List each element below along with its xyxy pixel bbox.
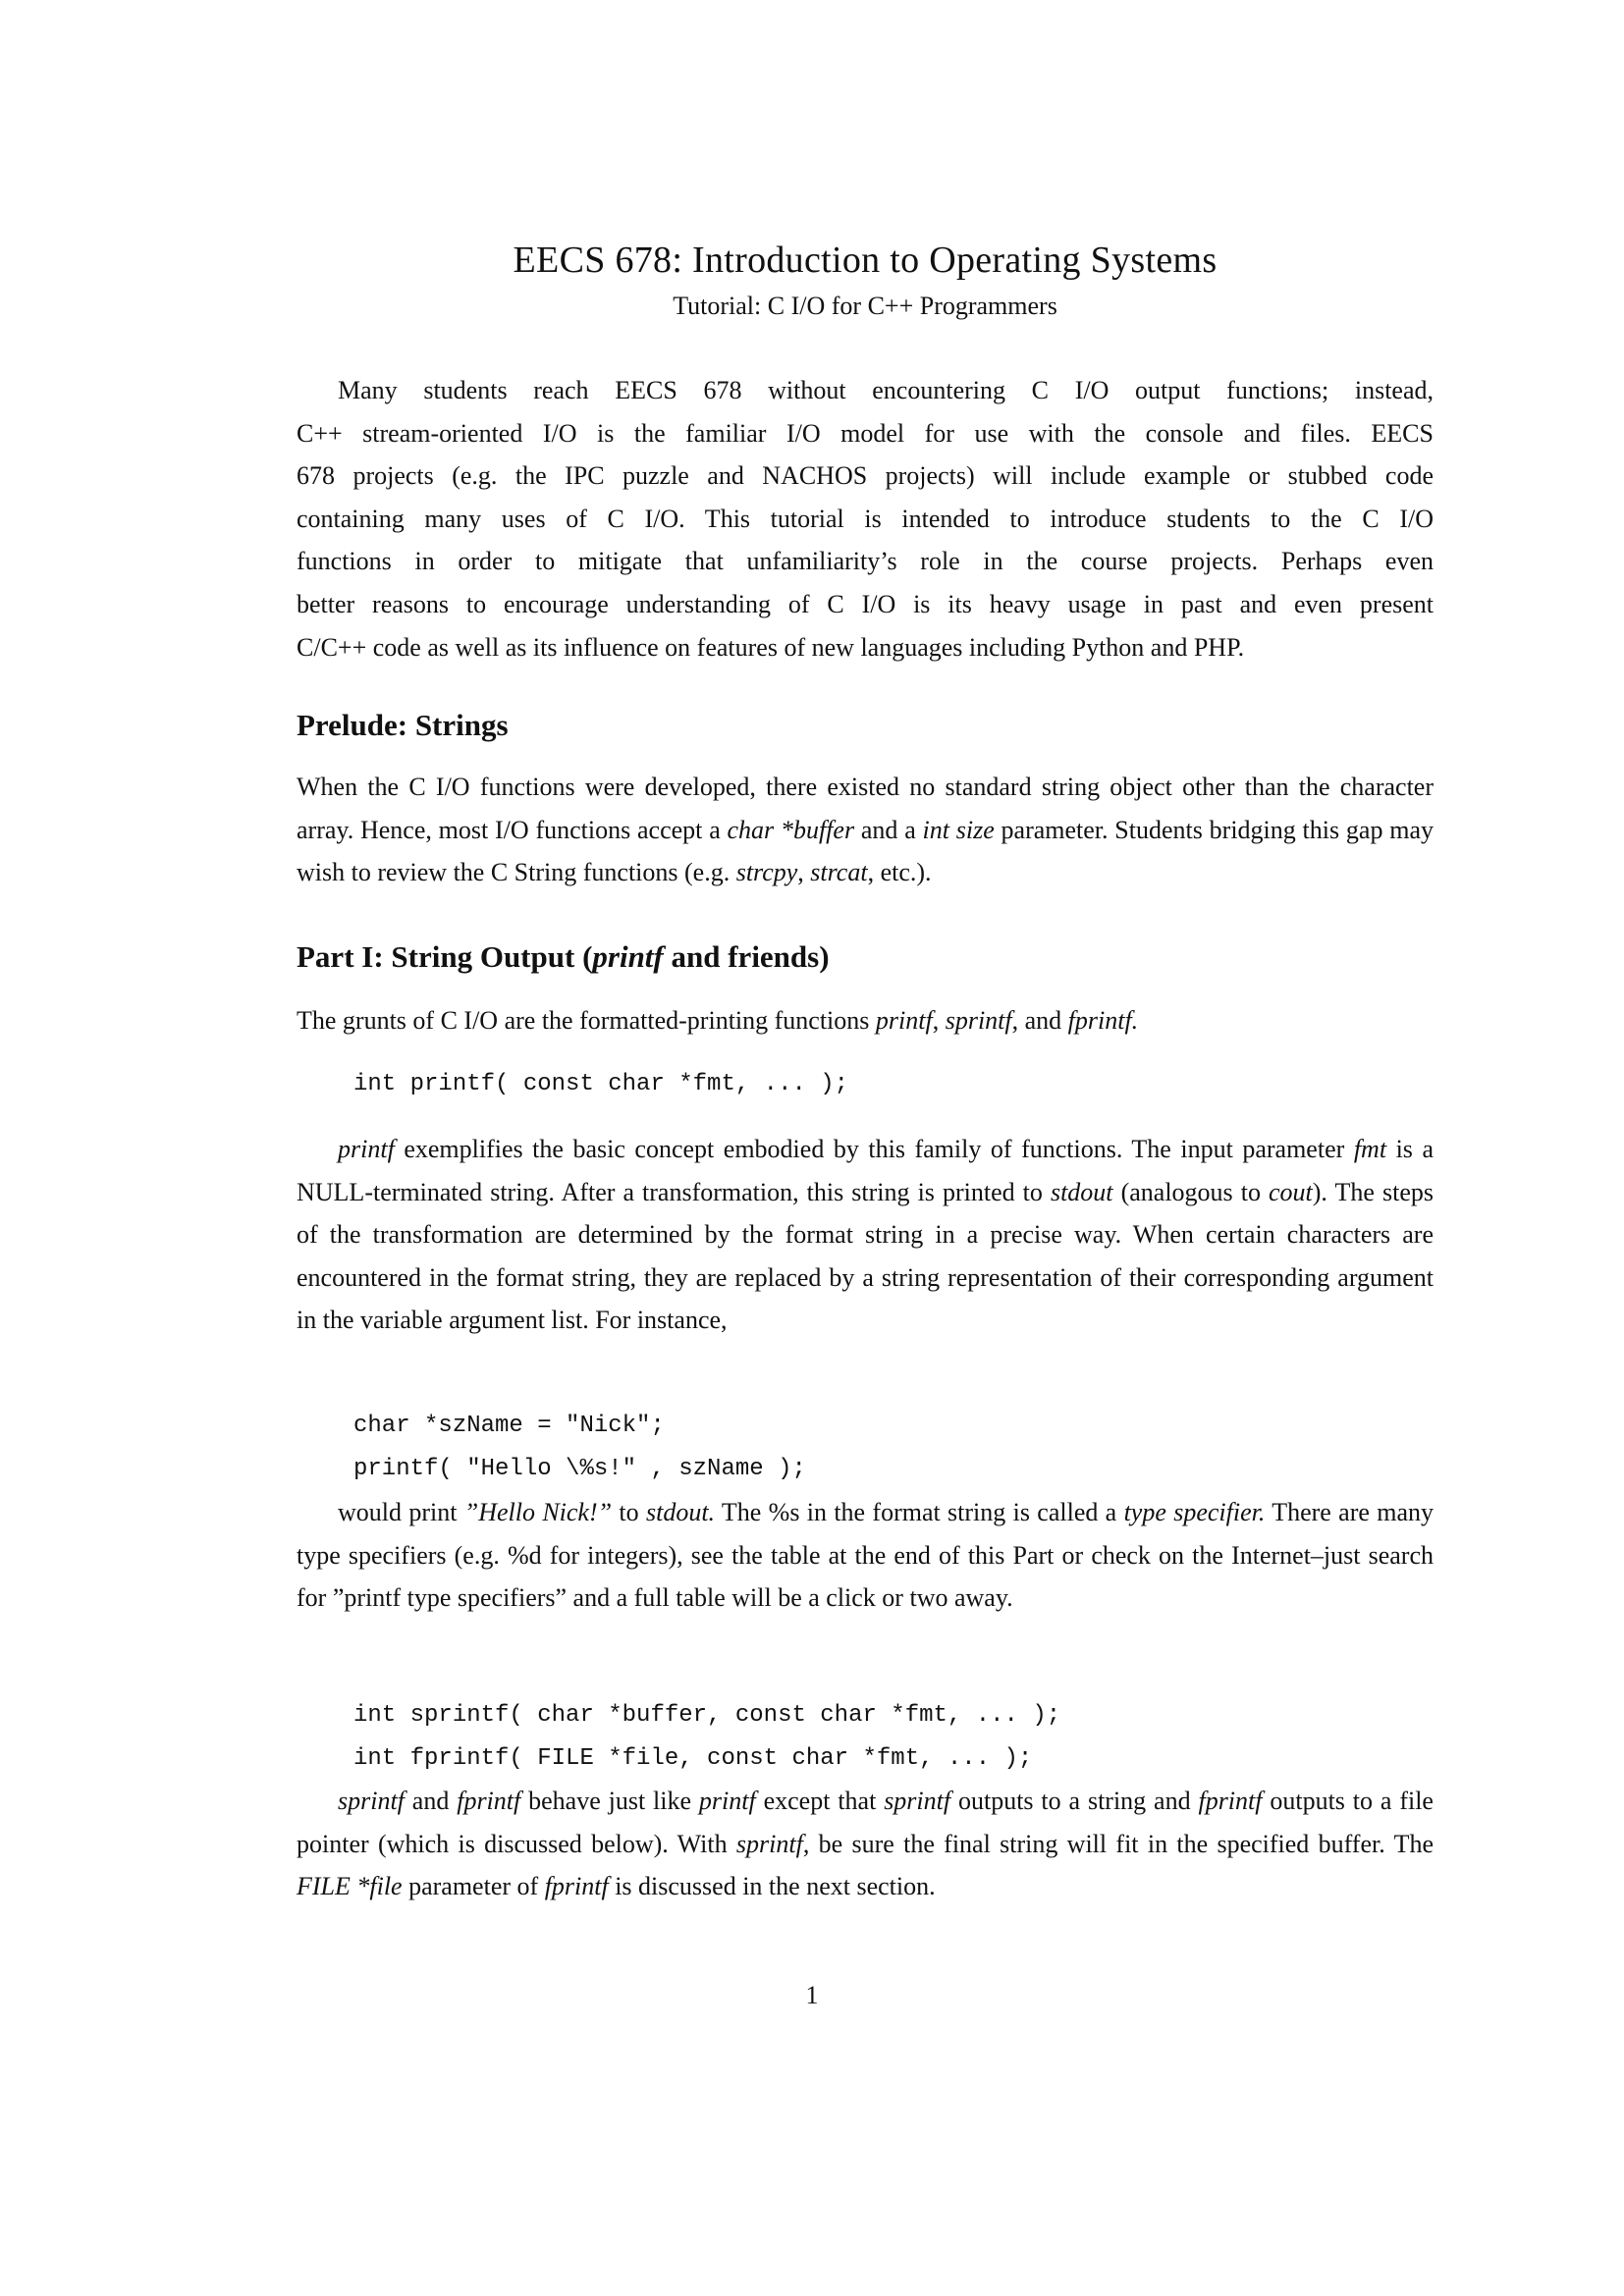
code-line: char *szName = "Nick"; <box>353 1413 665 1439</box>
sprintf-fprintf-paragraph: sprintf and fprintf behave just like printf except that sprintf outputs to a string and fprintf outputs to a file pointer (which is discussed below). With sprintf, be sure the final string will fit in the specified buffer. The FILE *file parameter of fprintf is discussed in the next section. <box>297 1787 1434 1901</box>
intro-line: Many students reach EECS 678 without encountering C I/O output functions; instead, <box>338 376 1434 404</box>
type-specifier-paragraph: would print ”Hello Nick!” to stdout. The %s in the format string is called a type specifier. There are many type specifiers (e.g. %d for integers), see the table at the end of this Part or check on the Internet–just search for ”printf type specifiers” and a full table will be a click or two away. <box>297 1498 1434 1613</box>
intro-line: C/C++ code as well as its influence on features of new languages including Python and PHP. <box>297 632 1245 662</box>
document-title: EECS 678: Introduction to Operating Systems <box>513 240 1218 281</box>
code-sprintf-fprintf-block <box>353 1694 1060 1780</box>
intro-paragraph <box>297 369 1434 668</box>
section-heading-part1: Part I: String Output (printf and friends) <box>297 939 830 974</box>
code-printf-signature: int printf( const char *fmt, ... ); <box>353 1071 849 1097</box>
intro-line: functions in order to mitigate that unfamiliarity’s role in the course projects. Perhaps even <box>297 547 1434 576</box>
document-subtitle: Tutorial: C I/O for C++ Programmers <box>673 292 1057 320</box>
printf-explanation-paragraph: printf exemplifies the basic concept embodied by this family of functions. The input parameter fmt is a NULL-terminated string. After a transformation, this string is printed to stdout (analogous to cout). The steps of the transformation are determined by the format string in a precise way. When certain characters are encountered in the format string, they are replaced by a string representation of their corresponding argument in the variable argument list. For instance, <box>297 1135 1434 1335</box>
intro-line: containing many uses of C I/O. This tutorial is intended to introduce students to the C I/O <box>297 504 1434 533</box>
code-line: printf( "Hello \%s!" , szName ); <box>353 1455 806 1482</box>
intro-line: C++ stream-oriented I/O is the familiar I/O model for use with the console and files. EECS <box>297 418 1434 448</box>
intro-line: better reasons to encourage understanding of C I/O is its heavy usage in past and even present <box>297 589 1434 618</box>
part1-intro-paragraph: The grunts of C I/O are the formatted-printing functions printf, sprintf, and fprintf. <box>297 1006 1139 1035</box>
prelude-paragraph: When the C I/O functions were developed, there existed no standard string object other than the character array. Hence, most I/O functions accept a char *buffer and a int size parameter. Students bridging this gap may wish to review the C String functions (e.g. strcpy, strcat, etc.). <box>297 773 1434 887</box>
code-line: int sprintf( char *buffer, const char *fmt, ... ); <box>353 1702 1061 1729</box>
intro-line: 678 projects (e.g. the IPC puzzle and NACHOS projects) will include example or stubbed code <box>297 461 1434 491</box>
code-example-block <box>353 1405 806 1490</box>
section-heading-prelude: Prelude: Strings <box>297 708 509 742</box>
page-number: 1 <box>805 1981 819 2009</box>
code-line: int fprintf( FILE *file, const char *fmt, ... ); <box>353 1744 1033 1772</box>
